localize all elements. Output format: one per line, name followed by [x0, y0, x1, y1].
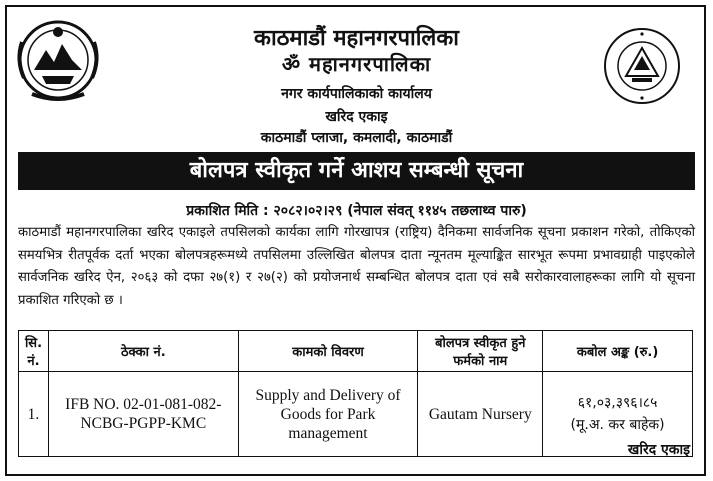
- unit-name: खरिद एकाइ: [325, 109, 388, 125]
- cell-firm: Gautam Nursery: [418, 372, 543, 457]
- amount-value: ६१,०३,३९६।८५: [577, 395, 658, 411]
- signature: खरिद एकाइ: [627, 442, 690, 458]
- office-name: नगर कार्यपालिकाको कार्यालय: [281, 86, 432, 102]
- header-amount: कबोल अङ्क (रु.): [543, 331, 693, 372]
- cell-contract-no: IFB NO. 02-01-081-082-NCBG-PGPP-KMC: [48, 372, 238, 457]
- award-table: [18, 330, 693, 457]
- header-contract-no: ठेक्का नं.: [48, 331, 238, 372]
- cell-description: Supply and Delivery of Goods for Park management: [238, 372, 418, 457]
- header-firm: बोलपत्र स्वीकृत हुने फर्मको नाम: [418, 331, 543, 372]
- published-date: प्रकाशित मिति : २०८२।०२।२९ (नेपाल संवत् ११४५ तछलाथ्व पारु): [186, 203, 527, 219]
- org-name: काठमाडौं महानगरपालिका: [254, 26, 459, 51]
- cell-sn: 1.: [19, 372, 49, 457]
- org-name-script: ॐ महानगरपालिका: [281, 52, 432, 76]
- notice-title: बोलपत्र स्वीकृत गर्ने आशय सम्बन्धी सूचना: [18, 152, 695, 190]
- table-header-row: [19, 331, 693, 372]
- notice-body: काठमाडौं महानगरपालिका खरिद एकाइले तपसिलको कार्यका लागि गोरखापत्र (राष्ट्रिय) दैनिकमा सार्वजनिक सूचना प्रकाशन गरेको, तोकिएको समयभित्र रीतपूर्वक दर्ता भएका बोलपत्रहरूमध्ये तपसिलमा उल्लिखित बोलपत्र दाता न्यूनतम मूल्याङ्कित सारभूत रूपमा प्रभावग्राही पाइएकोले सार्वजनिक खरिद ऐन, २०६३ को दफा २७(१) र २७(२) को प्रयोजनार्थ सम्बन्धित बोलपत्र दाता एवं सबै सरोकारवालाहरूका लागि यो सूचना प्रकाशित गरिएको छ ।: [18, 225, 695, 308]
- address: काठमाडौं प्लाजा, कमलादी, काठमाडौं: [260, 130, 453, 146]
- header-description: कामको विवरण: [238, 331, 418, 372]
- header-sn: सि. नं.: [19, 331, 49, 372]
- amount-note: (मू.अ. कर बाहेक): [570, 417, 665, 433]
